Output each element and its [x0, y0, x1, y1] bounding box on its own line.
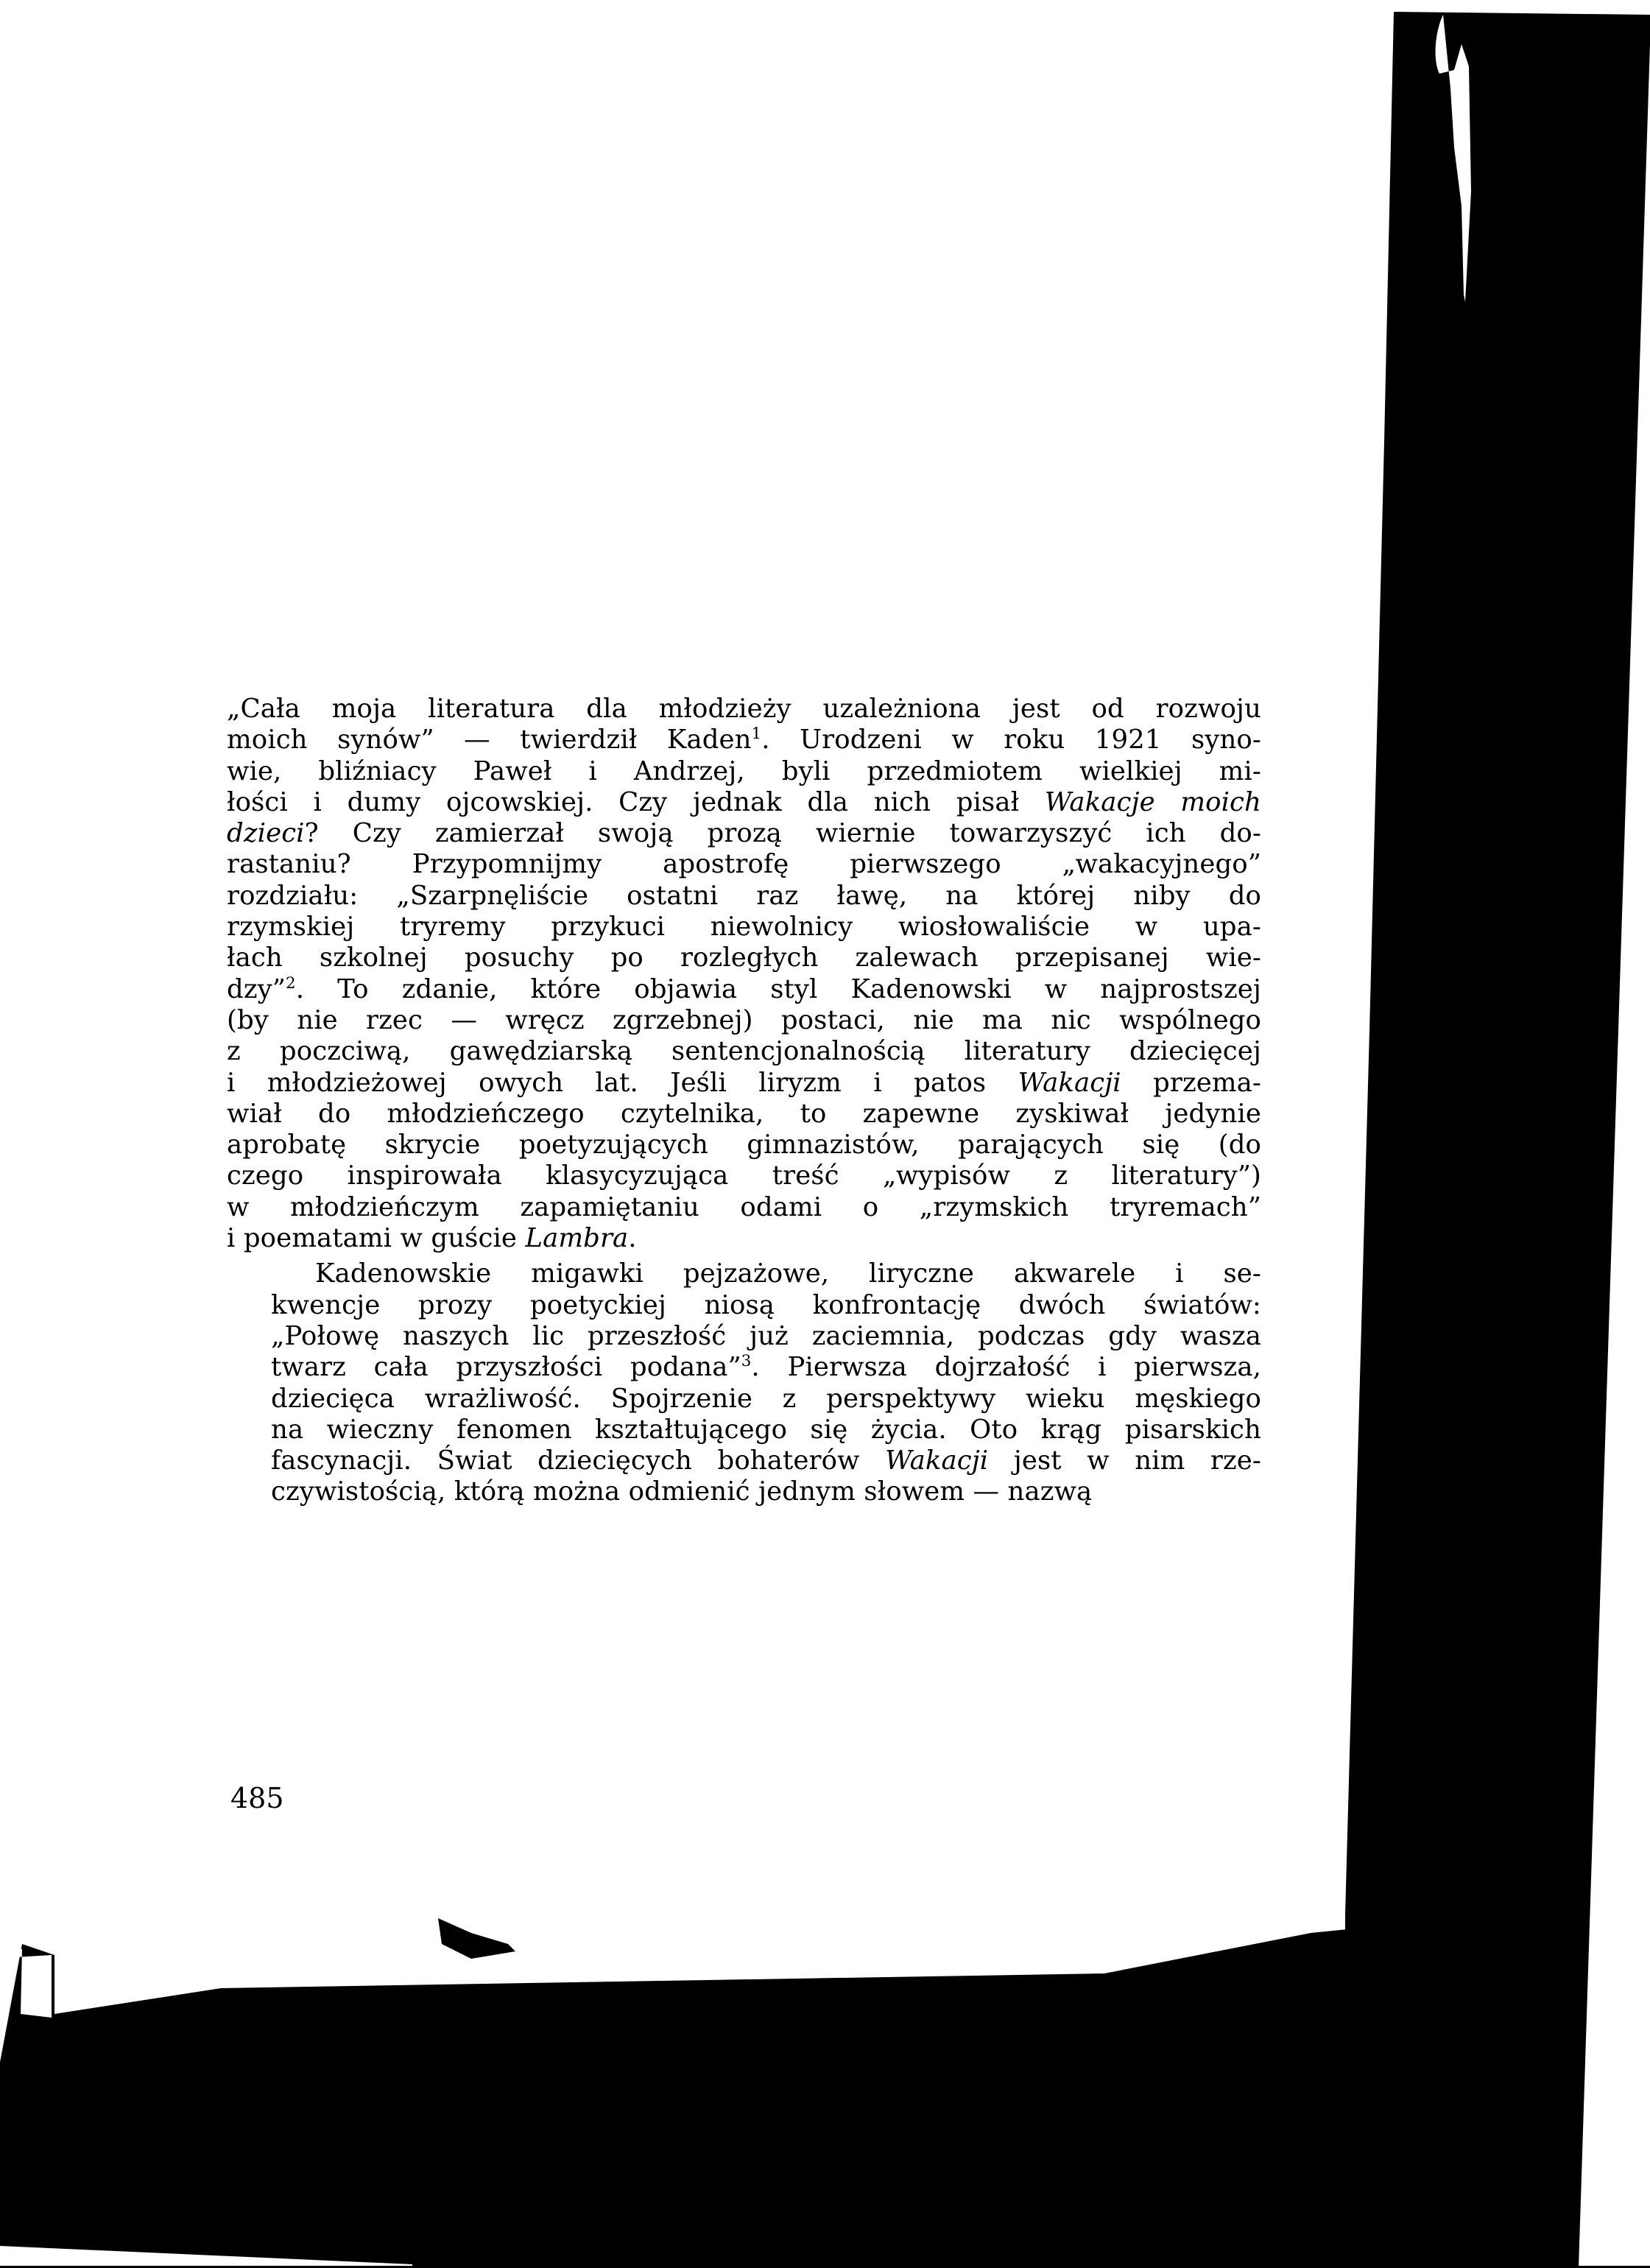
text-line — [227, 1223, 1261, 1254]
bottom-left-white — [0, 2015, 9, 2062]
footnote-ref: 3 — [741, 1352, 752, 1371]
text-line — [227, 1352, 1261, 1383]
text-line — [227, 849, 1261, 880]
text-run: moich synów” — twierdził Kaden — [227, 725, 752, 756]
text-run: czywistością, którą można odmienić jednym słowem — nazwą — [271, 1476, 1093, 1507]
text-line — [227, 725, 1261, 756]
text-line — [227, 1445, 1261, 1476]
text-run: rastaniu? Przypomnijmy apostrofę pierwszego „wakacyjnego” — [227, 849, 1261, 880]
text-line — [227, 756, 1261, 787]
text-run: aprobatę skrycie poetyzujących gimnazistów, parających się (do — [227, 1130, 1261, 1161]
italic-title: Wakacji — [885, 1445, 989, 1476]
text-line — [227, 974, 1261, 1005]
text-run: wiał do młodzieńczego czytelnika, to zapewne zyskiwał jedynie — [227, 1098, 1261, 1129]
text-run: . Pierwsza dojrzałość i pierwsza, — [751, 1352, 1261, 1383]
text-run: . — [628, 1223, 637, 1254]
text-run: łości i dumy ojcowskiej. Czy jednak dla nich pisał — [227, 786, 1045, 817]
paragraph — [227, 1258, 1261, 1507]
page-number: 485 — [230, 1782, 284, 1814]
shadow-streak — [438, 1918, 515, 1959]
italic-title: dzieci — [227, 818, 305, 849]
text-run: „Połowę naszych lic przeszłość już zaciemnia, podczas gdy wasza — [271, 1320, 1261, 1351]
text-line — [227, 1068, 1261, 1099]
italic-title: Wakacji — [1018, 1067, 1121, 1098]
text-line — [227, 694, 1261, 725]
text-run: rzymskiej tryremy przykuci niewolnicy wiosłowaliście w upa- — [227, 912, 1261, 943]
text-run: dziecięca wrażliwość. Spojrzenie z perspektywy wieku męskiego — [271, 1383, 1261, 1414]
paragraph — [227, 694, 1261, 1254]
text-run: i młodzieżowej owych lat. Jeśli liryzm i patos — [227, 1067, 1018, 1098]
italic-title: Wakacje moich — [1044, 786, 1261, 817]
text-run: „Cała moja literatura dla młodzieży uzależniona jest od rozwoju — [227, 694, 1261, 724]
text-line — [227, 912, 1261, 943]
text-line — [227, 881, 1261, 912]
bottom-scan-edge — [0, 1929, 1347, 2268]
text-line — [227, 1099, 1261, 1130]
bottom-white-strip — [0, 2246, 412, 2268]
text-line — [227, 1258, 1261, 1289]
text-line — [227, 1290, 1261, 1321]
text-run: twarz cała przyszłości podana” — [271, 1352, 741, 1383]
text-run: z poczciwą, gawędziarską sentencjonalnością literatury dziecięcej — [227, 1036, 1261, 1067]
text-line — [227, 787, 1261, 818]
text-run: na wieczny fenomen kształtującego się życia. Oto krąg pisarskich — [271, 1414, 1261, 1445]
text-run: łach szkolnej posuchy po rozległych zalewach przepisanej wie- — [227, 943, 1261, 973]
page-body — [227, 694, 1261, 1508]
text-run: fascynacji. Świat dziecięcych bohaterów — [271, 1445, 886, 1476]
text-line — [227, 1036, 1261, 1067]
text-run: jest w nim rze- — [988, 1445, 1261, 1476]
text-run: . Urodzeni w roku 1921 syno- — [761, 725, 1261, 756]
text-run: (by nie rzec — wręcz zgrzebnej) postaci, nie ma nic wspólnego — [227, 1004, 1261, 1035]
text-line — [227, 1192, 1261, 1223]
text-run: wie, bliźniacy Paweł i Andrzej, byli przedmiotem wielkiej mi- — [227, 756, 1261, 786]
text-run: ? Czy zamierzał swoją prozą wiernie towarzyszyć ich do- — [304, 818, 1261, 849]
footnote-ref: 1 — [751, 725, 762, 744]
text-run: dzy” — [227, 973, 286, 1004]
text-run: kwencje prozy poetyckiej niosą konfrontację dwóch światów: — [271, 1289, 1261, 1320]
text-run: w młodzieńczym zapamiętaniu odami o „rzymskich tryremach” — [227, 1191, 1261, 1222]
text-line — [227, 1476, 1261, 1507]
footnote-ref: 2 — [286, 973, 296, 993]
right-band-streak — [1436, 15, 1471, 302]
right-scan-edge — [1345, 12, 1650, 2268]
italic-title: Lambra — [525, 1223, 629, 1254]
text-run: rozdziału: „Szarpnęliście ostatni raz ławę, na której niby do — [227, 880, 1261, 911]
text-line — [227, 818, 1261, 849]
text-line — [227, 1161, 1261, 1191]
text-run: czego inspirowała klasycyzująca treść „wypisów z literatury”) — [227, 1161, 1261, 1191]
text-line — [227, 1130, 1261, 1161]
text-run: Kadenowskie migawki pejzażowe, liryczne akwarele i se- — [315, 1258, 1261, 1289]
bottom-left-notch — [15, 1948, 52, 2018]
text-line — [227, 1005, 1261, 1036]
text-line — [227, 1384, 1261, 1415]
text-run: . To zdanie, które objawia styl Kadenowski w najprostszej — [295, 973, 1261, 1004]
text-line — [227, 943, 1261, 973]
text-run: i poematami w guście — [227, 1223, 526, 1254]
text-line — [227, 1415, 1261, 1445]
text-run: przema- — [1121, 1067, 1261, 1098]
text-line — [227, 1321, 1261, 1352]
